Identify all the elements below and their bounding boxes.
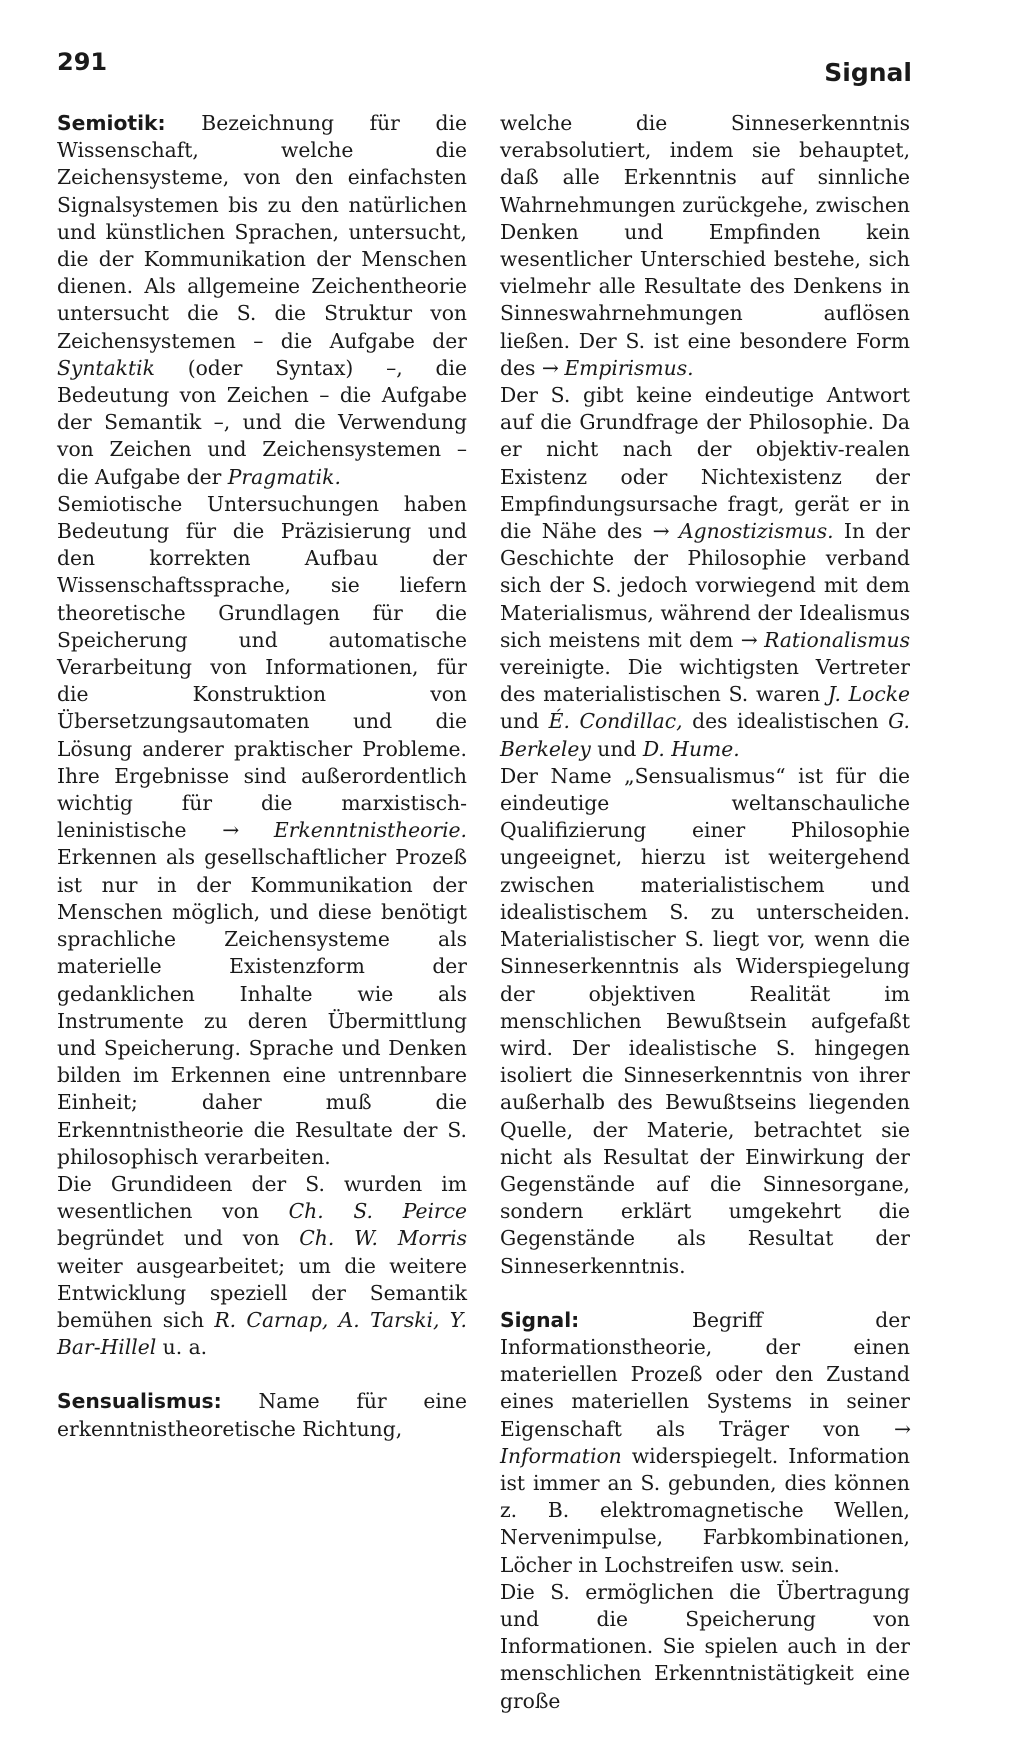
body-text: welche xyxy=(500,111,573,135)
body-text: Bezeichnung für die Wissenschaft, welche die Zeichensysteme, von den einfachsten Signalsystemen bis zu den natürlichen und künstlichen Sprachen, untersucht, die der Kommunikation der Menschen dienen. Als allgemeine Zeichentheorie untersucht die S. die Struktur von Zeichensystemen – die Aufgabe der xyxy=(57,111,467,353)
body-text xyxy=(785,274,793,298)
body-text xyxy=(632,247,640,271)
body-text xyxy=(731,329,740,353)
body-text: weiter ausgearbeitet; um die weitere Entwicklung speziell der Semantik bemühen sich xyxy=(57,1253,467,1332)
body-text: Unterschied xyxy=(639,247,767,272)
headword: Semiotik: xyxy=(57,111,166,135)
body-text: (oder Syntax) –, die Bedeutung von Zeichen – die Aufgabe der Semantik –, und die Verwendung von Zeichen und Zeichensystemen – die Aufgabe der xyxy=(57,355,467,489)
body-text: auf xyxy=(760,165,794,190)
body-text: Die S. ermöglichen die Übertragung und die Speicherung von Informationen. Sie spielen auch in der menschlichen Erkenntnistätigkeit eine große xyxy=(500,1579,910,1713)
body-text: zwischen xyxy=(815,192,910,217)
cross-reference-arrow-icon: → xyxy=(894,1416,910,1441)
running-head: Signal xyxy=(824,58,912,87)
body-text xyxy=(794,165,818,189)
body-text: wesentlicher xyxy=(500,247,633,272)
body-text xyxy=(590,274,598,298)
body-text: erkenntnistheoretische xyxy=(57,1416,296,1441)
body-text: Denkens xyxy=(793,274,883,299)
body-text: Richtung, xyxy=(302,1416,403,1441)
body-text: sie xyxy=(751,138,781,163)
continuation xyxy=(500,110,910,1280)
body-text xyxy=(579,220,625,244)
body-text: zurückgehe, xyxy=(682,192,809,217)
headword: Sensualismus: xyxy=(57,1389,222,1414)
body-text xyxy=(572,111,636,135)
entry-paragraph xyxy=(500,110,910,382)
body-text xyxy=(679,329,688,353)
cross-reference-link[interactable]: Information xyxy=(500,1443,622,1468)
cross-reference-arrow-icon: → xyxy=(541,355,558,380)
body-text: kein xyxy=(866,219,910,244)
body-text: besondere xyxy=(739,328,848,353)
body-text: in xyxy=(890,274,910,299)
body-text: und xyxy=(590,736,643,761)
body-text xyxy=(861,247,869,271)
entry-semiotik xyxy=(57,110,467,1361)
body-text xyxy=(651,138,669,162)
body-text: sich xyxy=(868,247,910,272)
body-text: Sinneswahrnehmungen xyxy=(500,301,743,326)
body-text: und xyxy=(500,709,549,734)
person-name: É. Condillac, xyxy=(548,709,683,734)
cross-reference-link[interactable]: Rationalismus xyxy=(764,627,910,652)
body-text: Erkennen als gesellschaftlicher Prozeß ist nur in der Kommunikation der Menschen möglich, und diese benötigt sprachliche Zeichensysteme als materielle Existenzform der gedanklichen Inhalte wie als Instrumente zu deren Übermittlung und Speicherung. Sprache und Denken bilden im Erkennen eine untrennbare Einheit; daher muß die Erkenntnistheorie die Resultate der S. philosophisch verarbeiten. xyxy=(57,845,467,1169)
person-name: Ch. W. Morris xyxy=(299,1226,467,1251)
body-text: bestehe, xyxy=(773,247,861,272)
body-text: des xyxy=(500,355,536,380)
page-number: 291 xyxy=(57,48,108,76)
body-text: eine xyxy=(687,328,732,353)
body-text xyxy=(821,220,867,244)
person-name: D. Hume. xyxy=(642,736,740,761)
body-text: S. xyxy=(625,328,646,353)
body-text xyxy=(733,138,751,162)
body-text: daß xyxy=(500,165,539,190)
body-text xyxy=(741,274,749,298)
body-text xyxy=(781,138,799,162)
body-text xyxy=(809,193,816,217)
person-name: G. Berkeley xyxy=(500,709,910,761)
body-text: Der xyxy=(578,328,617,353)
body-text xyxy=(645,329,654,353)
space xyxy=(669,519,679,543)
body-text xyxy=(570,329,579,353)
left-column xyxy=(57,110,467,1470)
body-text xyxy=(766,247,774,271)
person-name: Ch. S. Peirce xyxy=(288,1199,467,1224)
entry-paragraph xyxy=(57,1171,467,1361)
body-text: auflösen xyxy=(823,301,910,326)
cross-reference-link[interactable]: Agnostizismus. xyxy=(678,519,834,544)
entry-paragraph xyxy=(57,1388,467,1442)
body-text: und xyxy=(624,219,664,244)
body-text: ist xyxy=(653,328,679,353)
body-text: Wahrnehmungen xyxy=(500,192,676,217)
body-text: Form xyxy=(855,328,911,353)
body-text: Sinneserkenntnis xyxy=(730,111,910,135)
body-text xyxy=(539,165,563,189)
cross-reference-arrow-icon: → xyxy=(652,519,669,544)
body-text: sinnliche xyxy=(817,165,911,190)
body-text: verabsolutiert, xyxy=(500,138,652,163)
entry-paragraph xyxy=(500,1307,910,1579)
body-text: Name xyxy=(258,1389,320,1414)
body-text: indem xyxy=(669,138,734,163)
right-column xyxy=(500,110,910,1742)
body-text: Begriff der Informationstheorie, der einen materiellen Prozeß oder den Zustand eines materiellen Systems in seiner Eigenschaft als Träger von xyxy=(500,1307,910,1441)
entry-signal xyxy=(500,1307,910,1715)
person-name: R. Carnap, A. Tarski, Y. Bar-Hillel xyxy=(57,1307,467,1360)
body-text xyxy=(222,1389,259,1413)
body-text: vielmehr xyxy=(500,274,591,299)
entry-paragraph xyxy=(500,1579,910,1715)
body-text xyxy=(387,1389,424,1413)
person-name: J. Locke xyxy=(827,682,910,707)
body-text: des xyxy=(749,274,786,299)
body-text: Die Grundideen der S. wurden im wesentlichen von xyxy=(57,1171,467,1224)
body-text: Semiotische Untersuchungen haben Bedeutung für die Präzisierung und den korrekten Aufbau der Wissenschaftssprache, sie liefern theoretische Grundlagen für die Speicherung und automatische Verarbeitung von Informationen, für die Konstruktion von Übersetzungsautomaten und die Lösung anderer praktischer Probleme. Ihre Ergebnisse sind außerordentlich wichtig für die marxistisch-leninistische xyxy=(57,491,467,843)
entry-paragraph xyxy=(500,382,910,763)
entry-paragraph xyxy=(500,763,910,1280)
body-text: die xyxy=(635,111,668,135)
body-text xyxy=(743,301,824,325)
body-text: Der S. gibt keine eindeutige Antwort auf die Grundfrage der Philosophie. Da er nicht nach der objektiv-realen Existenz oder Nichtexistenz der Empfindungsursache fragt, gerät er in die Nähe des xyxy=(500,383,910,544)
body-text: Denken xyxy=(500,219,579,244)
body-text: begründet und von xyxy=(57,1226,300,1251)
body-text: Empfinden xyxy=(708,219,821,244)
body-text: des idealistischen xyxy=(682,709,889,734)
body-text: eine xyxy=(423,1389,467,1414)
body-text: behauptet, xyxy=(799,138,911,163)
cross-reference-link[interactable]: Empirismus. xyxy=(564,355,694,380)
italic-term: Syntaktik xyxy=(57,355,155,380)
body-text: alle xyxy=(598,274,636,299)
body-text xyxy=(663,220,709,244)
body-text: Erkenntnis xyxy=(623,165,737,190)
body-text: Der Name „Sensualismus“ ist für die eindeutige weltanschauliche Qualifizierung einer Philosophie ungeeignet, hierzu ist weitergehend zwischen materialistischem und idealistischem S. zu unterscheiden. Materialistischer S. liegt vor, wenn die Sinneserkenntnis als Widerspiegelung der objektiven Realität im menschlichen Bewußtsein aufgefaßt wird. Der idealistische S. hingegen isoliert die Sinneserkenntnis von ihrer außerhalb des Bewußtseins liegenden Quelle, der Materie, betrachtet sie nicht als Resultat der Einwirkung der Gegenstände auf die Sinnesorgane, sondern erklärt umgekehrt die Gegenstände als Resultat der Sinneserkenntnis. xyxy=(500,763,910,1278)
body-text xyxy=(737,165,761,189)
body-text xyxy=(847,329,856,353)
body-text: In der Geschichte der Philosophie verband sich der S. jedoch vorwiegend mit dem Materialismus, während der Idealismus sich meistens mit dem xyxy=(500,519,910,652)
body-text xyxy=(600,165,624,189)
body-text: für xyxy=(356,1389,387,1414)
space xyxy=(757,628,764,652)
body-text xyxy=(667,111,731,135)
cross-reference-arrow-icon: → xyxy=(222,818,239,843)
headword: Signal: xyxy=(500,1307,580,1332)
body-text xyxy=(320,1389,357,1413)
body-text: u. a. xyxy=(156,1335,208,1360)
italic-term: Pragmatik. xyxy=(227,464,341,489)
entry-paragraph xyxy=(57,491,467,1171)
cross-reference-link[interactable]: Erkenntnistheorie. xyxy=(273,818,467,843)
body-text: widerspiegelt. Information ist immer an S. gebunden, dies können z. B. elektromagnetische Wellen, Nervenimpulse, Farbkombinationen, Löcher in Lochstreifen usw. sein. xyxy=(500,1443,910,1577)
entry-sensualismus xyxy=(57,1388,467,1442)
body-text: ließen. xyxy=(500,328,571,353)
body-text xyxy=(636,274,644,298)
entry-paragraph xyxy=(57,110,467,491)
body-text: alle xyxy=(562,165,600,190)
cross-reference-arrow-icon: → xyxy=(740,627,757,652)
body-text: Resultate xyxy=(643,274,742,299)
space xyxy=(238,818,274,842)
body-text: vereinigte. Die wichtigsten Vertreter des materialistischen S. waren xyxy=(500,655,910,707)
